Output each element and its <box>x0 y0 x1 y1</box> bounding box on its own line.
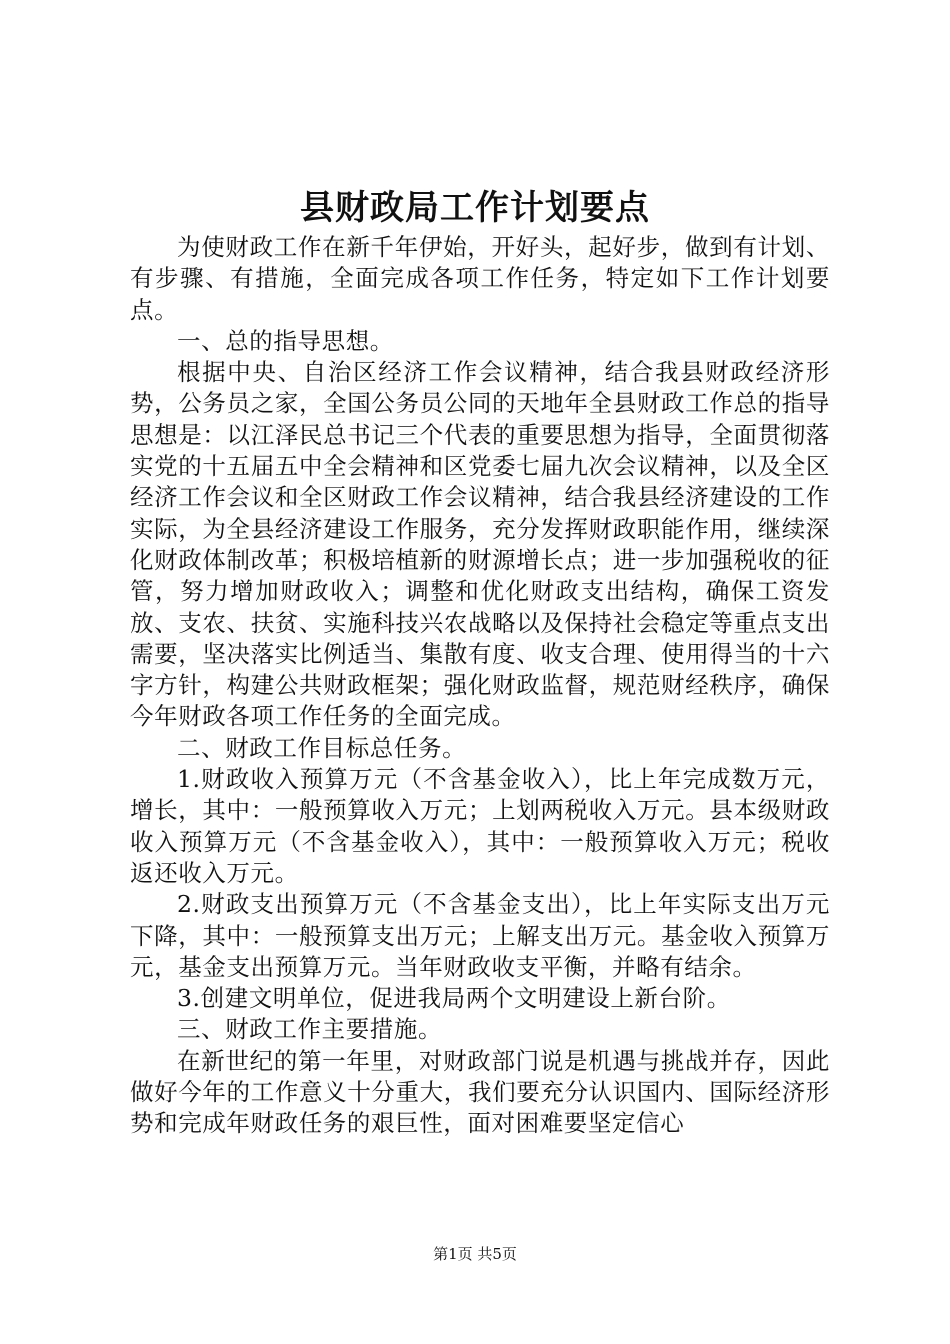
section-heading-1: 一、总的指导思想。 <box>177 326 394 355</box>
paragraph-intro: 为使财政工作在新千年伊始，开好头，起好步，做到有计划、有步骤、有措施，全面完成各项工作任务，特定如下工作计划要点。 <box>130 233 830 324</box>
document-title: 县财政局工作计划要点 <box>300 188 650 228</box>
paragraph-civilization-target: 3.创建文明单位，促进我局两个文明建设上新台阶。 <box>177 984 731 1013</box>
section-heading-3: 三、财政工作主要措施。 <box>177 1015 443 1044</box>
paragraph-guiding-ideology: 根据中央、自治区经济工作会议精神，结合我县财政经济形势，公务员之家，全国公务员公同的天地年全县财政工作总的指导思想是：以江泽民总书记三个代表的重要思想为指导，全面贯彻落实党的十五届五中全会精神和区党委七届九次会议精神，以及全区经济工作会议和全区财政工作会议精神，结合我县经济建设的工作实际，为全县经济建设工作服务，充分发挥财政职能作用，继续深化财政体制改革；积极培植新的财源增长点；进一步加强税收的征管，努力增加财政收入；调整和优化财政支出结构，确保工资发放、支农、扶贫、实施科技兴农战略以及保持社会稳定等重点支出需要，坚决落实比例适当、集散有度、收支合理、使用得当的十六字方针，构建公共财政框架；强化财政监督，规范财经秩序，确保今年财政各项工作任务的全面完成。 <box>130 358 830 731</box>
section-heading-2: 二、财政工作目标总任务。 <box>177 733 467 762</box>
document-body <box>130 232 830 1140</box>
page-number: 第1页 共5页 <box>433 1245 517 1263</box>
paragraph-expenditure-target: 2.财政支出预算万元（不含基金支出），比上年实际支出万元下降，其中：一般预算支出万元；上解支出万元。基金收入预算万元，基金支出预算万元。当年财政收支平衡，并略有结余。 <box>130 890 830 981</box>
paragraph-measures: 在新世纪的第一年里，对财政部门说是机遇与挑战并存，因此做好今年的工作意义十分重大，我们要充分认识国内、国际经济形势和完成年财政任务的艰巨性，面对困难要坚定信心 <box>130 1046 830 1138</box>
paragraph-revenue-target: 1.财政收入预算万元（不含基金收入），比上年完成数万元，增长，其中：一般预算收入万元；上划两税收入万元。县本级财政收入预算万元（不含基金收入），其中：一般预算收入万元；税收返还收入万元。 <box>130 765 830 887</box>
